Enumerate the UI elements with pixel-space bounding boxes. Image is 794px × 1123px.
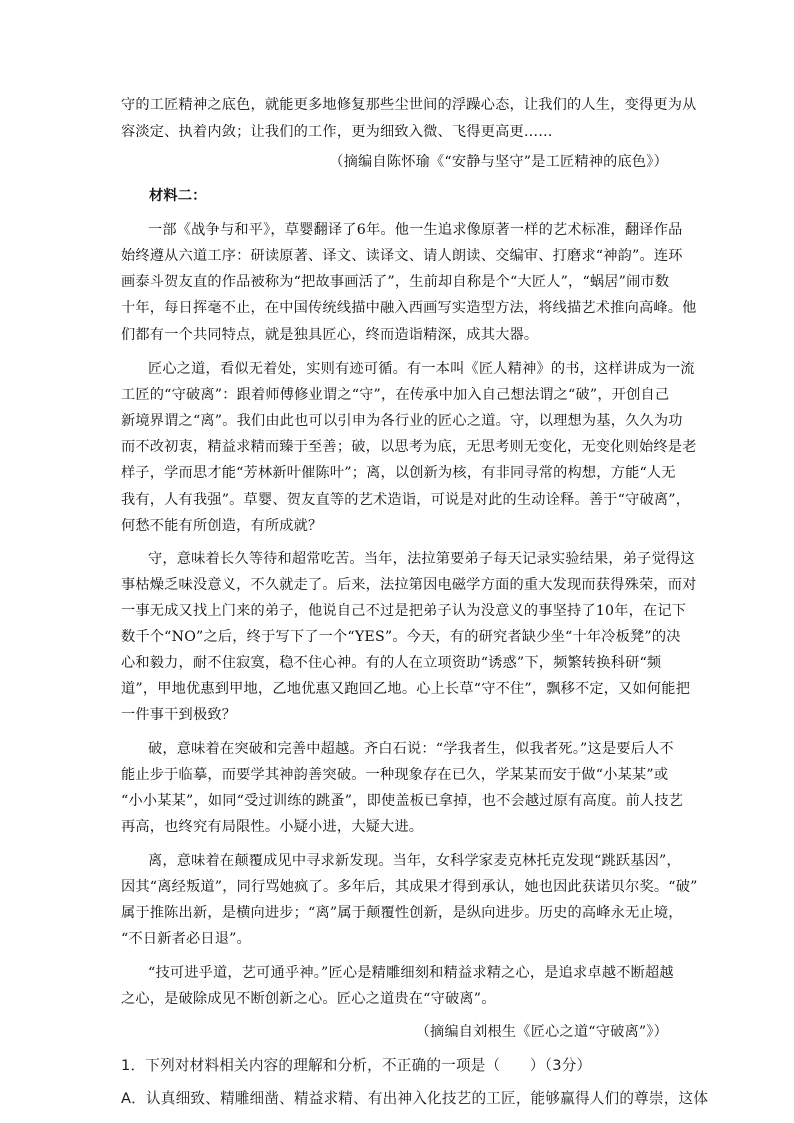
source-attribution: （摘编自陈怀瑜《“安静与坚守”是工匠精神的底色》）	[329, 154, 668, 170]
text-line: 属于推陈出新，是横向进步；“离”属于颠覆性创新，是纵向进步。历史的高峰永无止境，	[121, 905, 683, 921]
text-line: 破，意味着在突破和完善中超越。齐白石说：“学我者生，似我者死。”这是要后人不	[148, 741, 674, 757]
text-line: 何愁不能有所创造，有所成就？	[121, 518, 323, 534]
text-line: 因其“离经叛道”，同行骂她疯了。多年后，其成果才得到承认，她也因此获诺贝尔奖。“破”	[121, 879, 698, 895]
text-line: 数千个“NO”之后，终于写下了一个“YES”。今天，有的研究者缺少坐“十年冷板凳”的决	[121, 629, 681, 645]
text-line: 一部《战争与和平》，草婴翻译了6年。他一生追求像原著一样的艺术标准，翻译作品	[148, 222, 683, 238]
text-line: 始终遵从六道工序：研读原著、译文、读译文、请人朗读、交编审、打磨求“神韵”。连环	[121, 248, 683, 264]
text-line: “不日新者必日退”。	[121, 931, 252, 947]
text-line: 一件事干到极致？	[121, 707, 237, 723]
text-line: 们都有一个共同特点，就是独具匠心，终而造诣精深，成其大器。	[121, 327, 539, 343]
text-line: 能止步于临摹，而要学其神韵善突破。一种现象存在已久，学某某而安于做“小某某”或	[121, 767, 669, 783]
text-line: 容淡定、执着内敛；让我们的工作，更为细致入微、飞得更高更……	[121, 124, 553, 140]
section-heading: 材料二：	[149, 188, 207, 204]
text-line: 我有，人有我强”。草婴、贺友直等的艺术造诣，可说是对此的生动诠释。善于“守破离”，	[121, 492, 691, 508]
text-line: 一事无成又找上门来的弟子，他说自己不过是把弟子认为没意义的事坚持了10年，在记下	[121, 603, 687, 619]
text-line: 守，意味着长久等待和超常吃苦。当年，法拉第要弟子每天记录实验结果，弟子觉得这	[148, 551, 695, 567]
text-line: 画泰斗贺友直的作品被称为“把故事画活了”，生前却自称是个“大匠人”，“蜗居”闹市数	[121, 274, 670, 290]
text-line: 样子，学而思才能“芳林新叶催陈叶”；离，以创新为核，有非同寻常的构想，方能“人无	[121, 465, 676, 481]
text-line: 新境界谓之“离”。我们由此也可以引申为各行业的匠心之道。守，以理想为基，久久为功	[121, 413, 683, 429]
text-line: 而不改初衷，精益求精而臻于至善；破，以思考为底，无思考则无变化，无变化则始终是老	[121, 439, 697, 455]
text-line: “小小某某”，如同“受过训练的跳蚤”，即使盖板已拿掉，也不会越过原有高度。前人技艺	[121, 793, 684, 809]
text-line: 十年，每日挥毫不止，在中国传统线描中融入西画写实造型方法，将线描艺术推向高峰。他	[121, 300, 697, 316]
question-stem: 1．下列对材料相关内容的理解和分析，不正确的一项是（ ）（3分）	[121, 1057, 592, 1074]
text-line: 守的工匠精神之底色，就能更多地修复那些尘世间的浮躁心态，让我们的人生，变得更为从	[121, 97, 697, 113]
text-line: 事枯燥乏味没意义，不久就走了。后来，法拉第因电磁学方面的重大发现而获得殊荣，而对	[121, 577, 697, 593]
text-line: “技可进乎道，艺可通乎神。”匠心是精雕细刻和精益求精之心，是追求卓越不断超越	[148, 965, 674, 981]
text-line: 匠心之道，看似无着处，实则有迹可循。有一本叫《匠人精神》的书，这样讲成为一流	[148, 361, 695, 377]
question-option-a: A．认真细致、精雕细凿、精益求精、有出神入化技艺的工匠，能够赢得人们的尊崇，这体	[121, 1090, 709, 1107]
text-line: 离，意味着在颠覆成见中寻求新发现。当年，女科学家麦克林托克发现“跳跃基因”，	[148, 853, 681, 869]
text-line: 心和毅力，耐不住寂寞，稳不住心神。有的人在立项资助“诱惑”下，频繁转换科研“频	[121, 655, 662, 671]
text-line: 再高，也终究有局限性。小疑小进，大疑大进。	[121, 819, 424, 835]
text-line: 道”，甲地优惠到甲地，乙地优惠又跑回乙地。心上长草“守不住”，飘移不定，又如何能把	[121, 681, 691, 697]
text-line: 工匠的“守破离”：跟着师傅修业谓之“守”，在传承中加入自己想法谓之“破”，开创自己	[121, 387, 670, 403]
source-attribution: （摘编自刘根生《匠心之道“守破离”》）	[415, 1024, 668, 1040]
text-line: 之心，是破除成见不断创新之心。匠心之道贵在“守破离”。	[121, 991, 496, 1007]
